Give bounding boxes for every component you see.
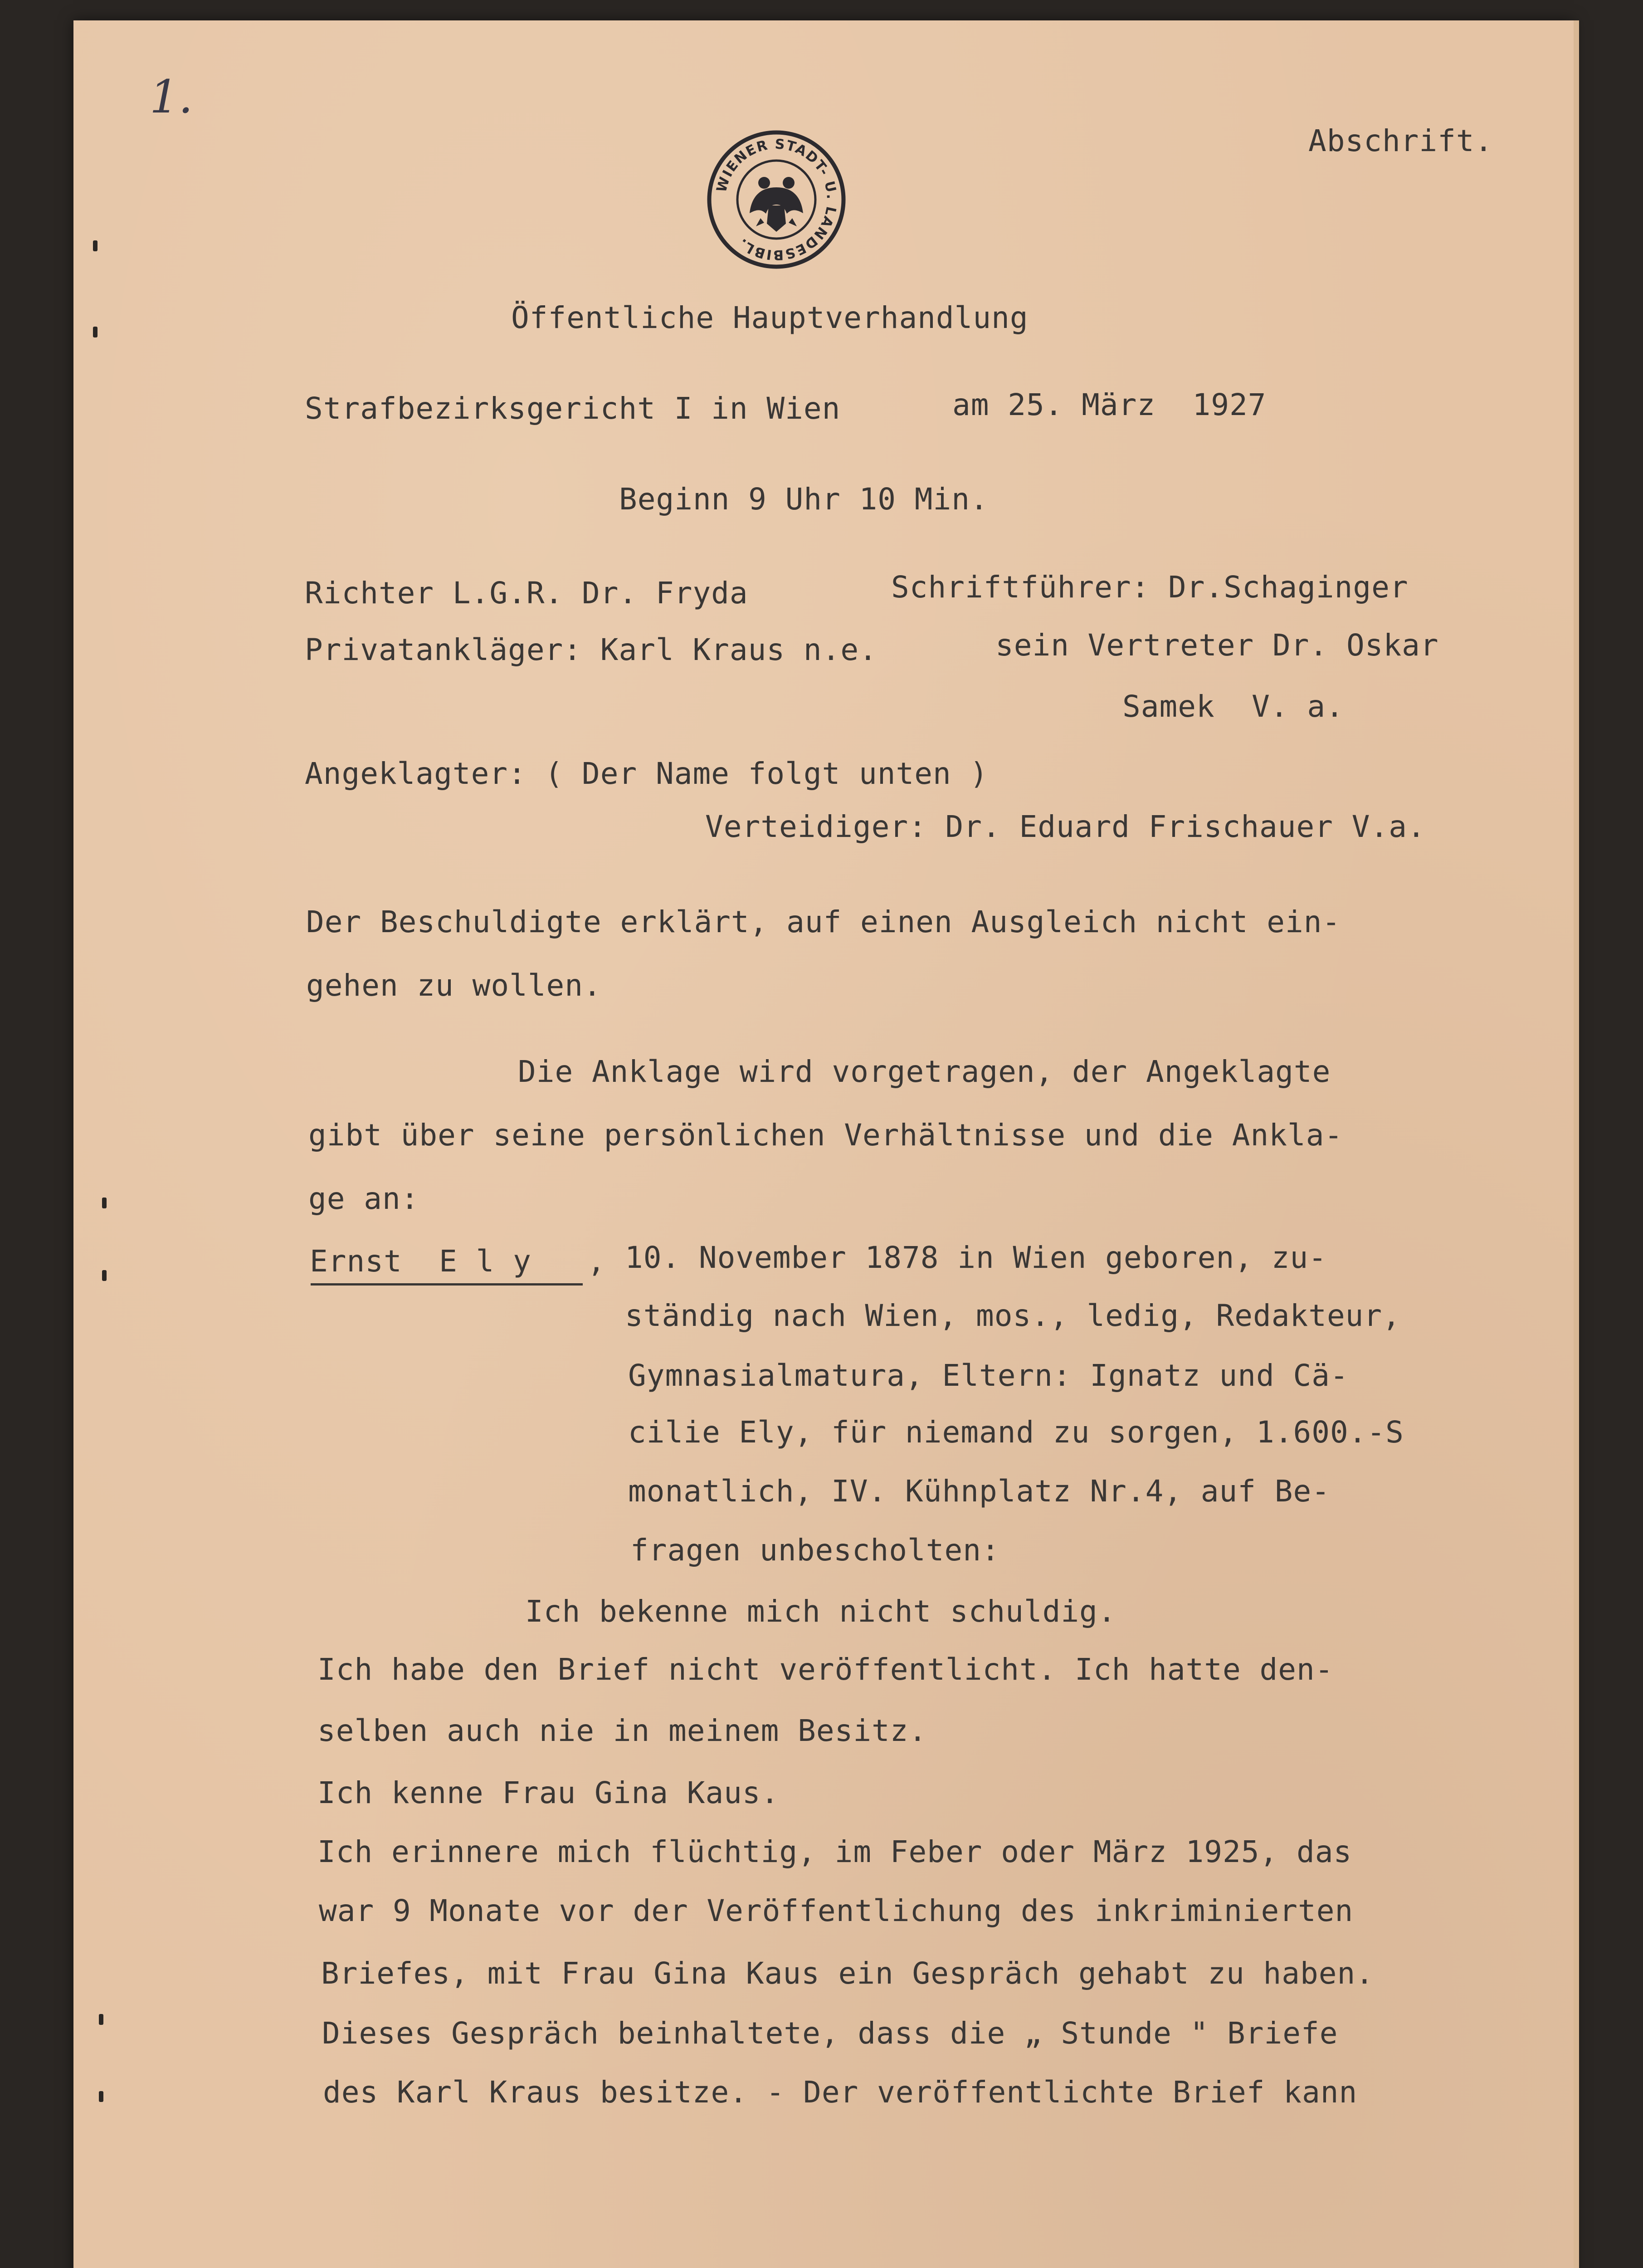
paragraph-line: ge an: bbox=[308, 1181, 419, 1216]
judge: Richter L.G.R. Dr. Fryda bbox=[305, 576, 748, 611]
statement-line: Briefes, mit Frau Gina Kaus ein Gespräch gehabt zu haben. bbox=[321, 1956, 1374, 1991]
stamp-text: WIENER STADT- U. LANDESBIBL. bbox=[713, 136, 840, 263]
statement-line: Dieses Gespräch beinhaltete, dass die „ Stunde " Briefe bbox=[322, 2016, 1338, 2051]
name-comma: , bbox=[587, 1244, 606, 1279]
paragraph-line: gibt über seine persönlichen Verhältnisse und die Ankla- bbox=[308, 1118, 1343, 1153]
clerk: Schriftführer: Dr.Schaginger bbox=[891, 570, 1409, 605]
eagle-icon bbox=[750, 177, 803, 232]
bio-line: cilie Ely, für niemand zu sorgen, 1.600.-S bbox=[628, 1415, 1404, 1450]
handwritten-page-number: 1. bbox=[150, 70, 193, 123]
plaintiff-representative-cont: Samek V. a. bbox=[1122, 689, 1344, 724]
court-name: Strafbezirksgericht I in Wien bbox=[305, 391, 841, 426]
copy-label: Abschrift. bbox=[1308, 123, 1493, 158]
hearing-date: am 25. März 1927 bbox=[952, 387, 1267, 422]
paragraph-line: gehen zu wollen. bbox=[306, 968, 602, 1003]
statement-line: Ich kenne Frau Gina Kaus. bbox=[317, 1775, 780, 1810]
punch-mark bbox=[102, 1198, 107, 1208]
defendant-name: Ernst E l y bbox=[310, 1244, 531, 1279]
statement-line: war 9 Monate vor der Veröffentlichung des inkriminierten bbox=[319, 1893, 1354, 1928]
plaintiff: Privatankläger: Karl Kraus n.e. bbox=[305, 632, 878, 667]
paragraph-line: Die Anklage wird vorgetragen, der Angeklagte bbox=[518, 1054, 1331, 1089]
punch-mark bbox=[99, 2091, 103, 2102]
statement-line: Ich bekenne mich nicht schuldig. bbox=[525, 1594, 1116, 1629]
name-underline bbox=[311, 1283, 583, 1286]
bio-line: 10. November 1878 in Wien geboren, zu- bbox=[625, 1240, 1327, 1275]
punch-mark bbox=[93, 240, 98, 251]
paragraph-line: Der Beschuldigte erklärt, auf einen Ausgleich nicht ein- bbox=[306, 904, 1341, 939]
statement-line: selben auch nie in meinem Besitz. bbox=[317, 1713, 927, 1748]
statement-line: des Karl Kraus besitze. - Der veröffentlichte Brief kann bbox=[323, 2075, 1358, 2110]
statement-line: Ich erinnere mich flüchtig, im Feber oder März 1925, das bbox=[317, 1834, 1352, 1869]
statement-line: Ich habe den Brief nicht veröffentlicht. Ich hatte den- bbox=[317, 1652, 1334, 1687]
plaintiff-representative: sein Vertreter Dr. Oskar bbox=[995, 628, 1439, 663]
bio-line: monatlich, IV. Kühnplatz Nr.4, auf Be- bbox=[628, 1474, 1330, 1509]
library-stamp bbox=[706, 129, 847, 270]
defendant-line: Angeklagter: ( Der Name folgt unten ) bbox=[305, 756, 989, 791]
punch-mark bbox=[93, 327, 98, 337]
start-time: Beginn 9 Uhr 10 Min. bbox=[619, 482, 989, 517]
bio-line: Gymnasialmatura, Eltern: Ignatz und Cä- bbox=[628, 1358, 1349, 1393]
punch-mark bbox=[99, 2014, 103, 2025]
punch-mark bbox=[102, 1270, 107, 1281]
defense-counsel: Verteidiger: Dr. Eduard Frischauer V.a. bbox=[705, 809, 1426, 844]
bio-line: fragen unbescholten: bbox=[630, 1533, 1000, 1568]
page-edge bbox=[1574, 20, 1579, 2268]
bio-line: ständig nach Wien, mos., ledig, Redakteur, bbox=[625, 1298, 1401, 1333]
hearing-title: Öffentliche Hauptverhandlung bbox=[511, 300, 1029, 335]
